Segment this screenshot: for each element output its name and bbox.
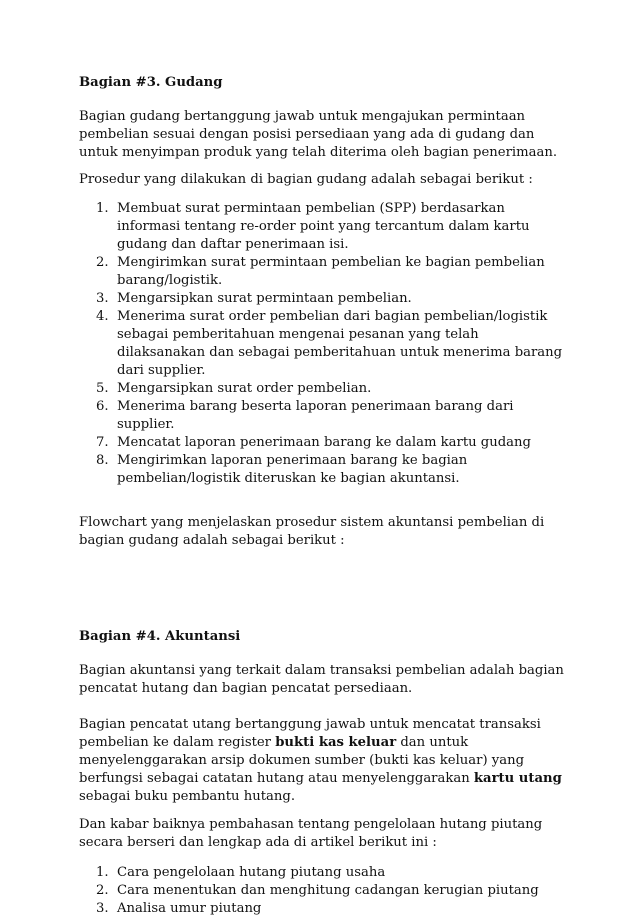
list-text: Menerima surat order pembelian dari bagian pembelian/logistik sebagai pemberitahuan mengenai pesanan yang telah dilaksanakan dan sebagai pemberitahuan untuk menerima barang dari supplier. — [117, 309, 563, 378]
section-4-heading: Bagian #4. Akuntansi — [79, 629, 241, 644]
list-item — [79, 452, 568, 488]
article-link[interactable]: Cara pengelolaan hutang piutang usaha — [117, 865, 386, 880]
section-4-intro: Bagian akuntansi yang terkait dalam transaksi pembelian adalah bagian pencatat hutang dan bagian pencatat persediaan. — [79, 663, 564, 696]
list-item — [79, 380, 568, 398]
list-number: 8. — [96, 453, 109, 468]
list-text: Membuat surat permintaan pembelian (SPP) berdasarkan informasi tentang re-order point yang tercantum dalam kartu gudang dan daftar penerimaan isi. — [117, 201, 530, 252]
list-number: 3. — [96, 901, 109, 916]
flowchart-intro: Flowchart yang menjelaskan prosedur sistem akuntansi pembelian di bagian gudang adalah sebagai berikut : — [79, 515, 545, 548]
list-item — [79, 290, 568, 308]
text-run: sebagai buku pembantu hutang. — [79, 789, 296, 804]
list-text: Mengarsipkan surat order pembelian. — [117, 381, 372, 396]
list-number: 7. — [96, 435, 109, 450]
section-3-procedure-intro: Prosedur yang dilakukan di bagian gudang adalah sebagai berikut : — [79, 172, 533, 187]
section-3-procedure-list — [79, 200, 568, 488]
list-item — [79, 882, 568, 900]
list-item — [79, 398, 568, 434]
section-3-heading: Bagian #3. Gudang — [79, 75, 223, 90]
list-number: 6. — [96, 399, 109, 414]
list-number: 5. — [96, 381, 109, 396]
list-item — [79, 254, 568, 290]
list-item — [79, 308, 568, 380]
article-list — [79, 864, 568, 918]
section-3-intro: Bagian gudang bertanggung jawab untuk mengajukan permintaan pembelian sesuai dengan posisi persediaan yang ada di gudang dan untuk menyimpan produk yang telah diterima oleh bagian penerimaan. — [79, 109, 558, 160]
list-number: 1. — [96, 201, 109, 216]
list-number: 2. — [96, 255, 109, 270]
list-text: Mengarsipkan surat permintaan pembelian. — [117, 291, 412, 306]
list-text: Mengirimkan surat permintaan pembelian ke bagian pembelian barang/logistik. — [117, 255, 545, 288]
list-text: Mengirimkan laporan penerimaan barang ke bagian pembelian/logistik diteruskan ke bagian akuntansi. — [117, 453, 468, 486]
list-number: 1. — [96, 865, 109, 880]
section-4-articles-intro: Dan kabar baiknya pembahasan tentang pengelolaan hutang piutang secara berseri dan lengkap ada di artikel berikut ini : — [79, 817, 543, 850]
text-run: dan untuk menyelenggarakan arsip dokumen sumber (bukti kas keluar) yang berfungsi sebagai catatan hutang atau menyelenggarakan — [79, 735, 525, 786]
article-link[interactable]: Analisa umur piutang — [117, 901, 262, 916]
section-4-debt-paragraph — [79, 716, 568, 806]
list-item — [79, 434, 568, 452]
list-number: 4. — [96, 309, 109, 324]
list-item — [79, 200, 568, 254]
text-run: Bagian pencatat utang bertanggung jawab untuk mencatat transaksi pembelian ke dalam register — [79, 717, 541, 750]
list-number: 3. — [96, 291, 109, 306]
list-text: Mencatat laporan penerimaan barang ke dalam kartu gudang — [117, 435, 531, 450]
bold-term-kartu-utang: kartu utang — [473, 771, 562, 786]
article-link[interactable]: Cara menentukan dan menghitung cadangan kerugian piutang — [117, 883, 539, 898]
list-number: 2. — [96, 883, 109, 898]
list-text: Menerima barang beserta laporan penerimaan barang dari supplier. — [117, 399, 514, 432]
list-item — [79, 864, 568, 882]
bold-term-bukti-kas-keluar: bukti kas keluar — [275, 735, 397, 750]
